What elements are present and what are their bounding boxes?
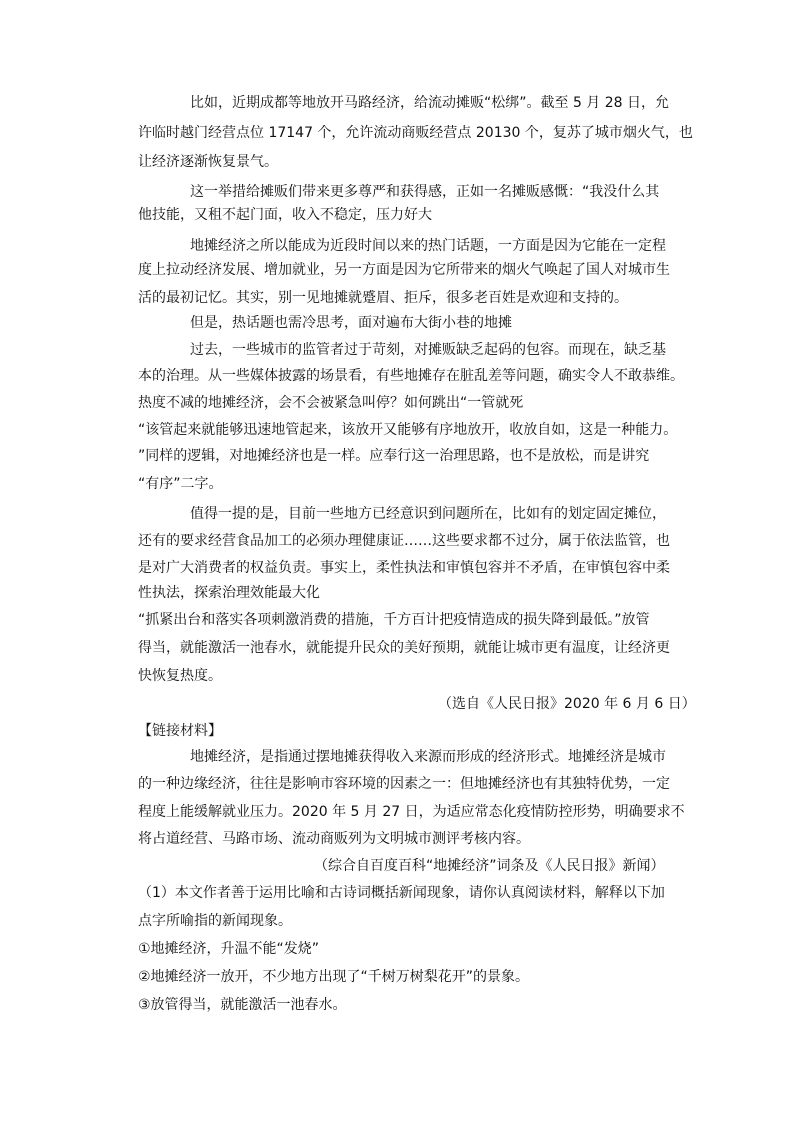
article-line: “有序”二字。 <box>138 476 223 492</box>
article-line: 他技能，又租不起门面，收入不稳定，压力好大 <box>138 207 432 223</box>
link-material-line: 将占道经营、马路市场、流动商贩列为文明城市测评考核内容。 <box>138 831 530 847</box>
link-material-line: 地摊经济，是指通过摆地摊获得收入来源而形成的经济形式。地摊经济是城市 <box>190 749 666 765</box>
question-item-2: ②地摊经济一放开，不少地方出现了“千树万树梨花开”的景象。 <box>138 969 530 985</box>
article-line: 过去，一些城市的监管者过于苛刻，对摊贩缺乏起码的包容。而现在，缺乏基 <box>190 342 666 358</box>
link-material-heading: 【链接材料】 <box>138 723 222 739</box>
article-line: 热度不减的地摊经济，会不会被紧急叫停？如何跳出“一管就死 <box>138 395 524 411</box>
article-line: “该管起来就能够迅速地管起来，该放开又能够有序地放开，收放自如，这是一种能力。 <box>138 422 678 438</box>
article-line: 让经济逐渐恢复景气。 <box>138 154 278 170</box>
article-line: 快恢复热度。 <box>138 668 222 684</box>
article-line: 性执法，探索治理效能最大化 <box>138 585 320 601</box>
article-line: 许临时越门经营点位 17147 个，允许流动商贩经营点 20130 个，复苏了城市烟火气，也 <box>138 125 693 141</box>
link-material-line: 程度上能缓解就业压力。2020 年 5 月 27 日，为适应常态化疫情防控形势，明确要求不 <box>138 804 685 820</box>
question-line: 点字所喻指的新闻现象。 <box>138 913 292 929</box>
article-line: 但是，热话题也需冷思考，面对遍布大街小巷的地摊 <box>190 315 512 331</box>
question-item-3: ③放管得当，就能激活一池春水。 <box>138 997 347 1013</box>
article-source: （选自《人民日报》2020 年 6 月 6 日） <box>438 696 696 712</box>
article-line: 地摊经济之所以能成为近段时间以来的热门话题，一方面是因为它能在一定程 <box>190 238 666 254</box>
article-line: 值得一提的是，目前一些地方已经意识到问题所在，比如有的划定固定摊位， <box>190 506 666 522</box>
article-line: 这一举措给摊贩们带来更多尊严和获得感，正如一名摊贩感慨：“我没什么其 <box>190 184 660 200</box>
article-line: “抓紧出台和落实各项刺激消费的措施，千方百计把疫情造成的损失降到最低。”放管 <box>138 612 650 628</box>
article-line: 比如，近期成都等地放开马路经济，给流动摊贩“松绑”。截至 5 月 28 日，允 <box>190 95 670 111</box>
article-line: 本的治理。从一些媒体披露的场景看，有些地摊存在脏乱差等问题，确实令人不敢恭维。 <box>138 368 684 384</box>
article-line: 还有的要求经营食品加工的必须办理健康证……这些要求都不过分，属于依法监管，也 <box>138 533 670 549</box>
question-line: （1）本文作者善于运用比喻和古诗词概括新闻现象，请你认真阅读材料，解释以下加 <box>138 885 665 901</box>
link-material-line: 的一种边缘经济，往往是影响市容环境的因素之一：但地摊经济也有其独特优势，一定 <box>138 776 670 792</box>
article-line: 是对广大消费者的权益负责。事实上，柔性执法和审慎包容并不矛盾，在审慎包容中柔 <box>138 560 670 576</box>
article-line: 度上拉动经济发展、增加就业，另一方面是因为它所带来的烟火气唤起了国人对城市生 <box>138 262 670 278</box>
article-line: 活的最初记忆。其实，别一见地摊就蹙眉、拒斥，很多老百姓是欢迎和支持的。 <box>138 290 628 306</box>
article-line: ”同样的逻辑，对地摊经济也是一样。应奉行这一治理思路，也不是放松，而是讲究 <box>138 448 650 464</box>
link-material-source: （综合自百度百科“地摊经济”词条及《人民日报》新闻） <box>314 858 665 874</box>
article-line: 得当，就能激活一池春水，就能提升民众的美好预期，就能让城市更有温度，让经济更 <box>138 640 670 656</box>
question-item-1: ①地摊经济，升温不能“发烧” <box>138 941 320 957</box>
